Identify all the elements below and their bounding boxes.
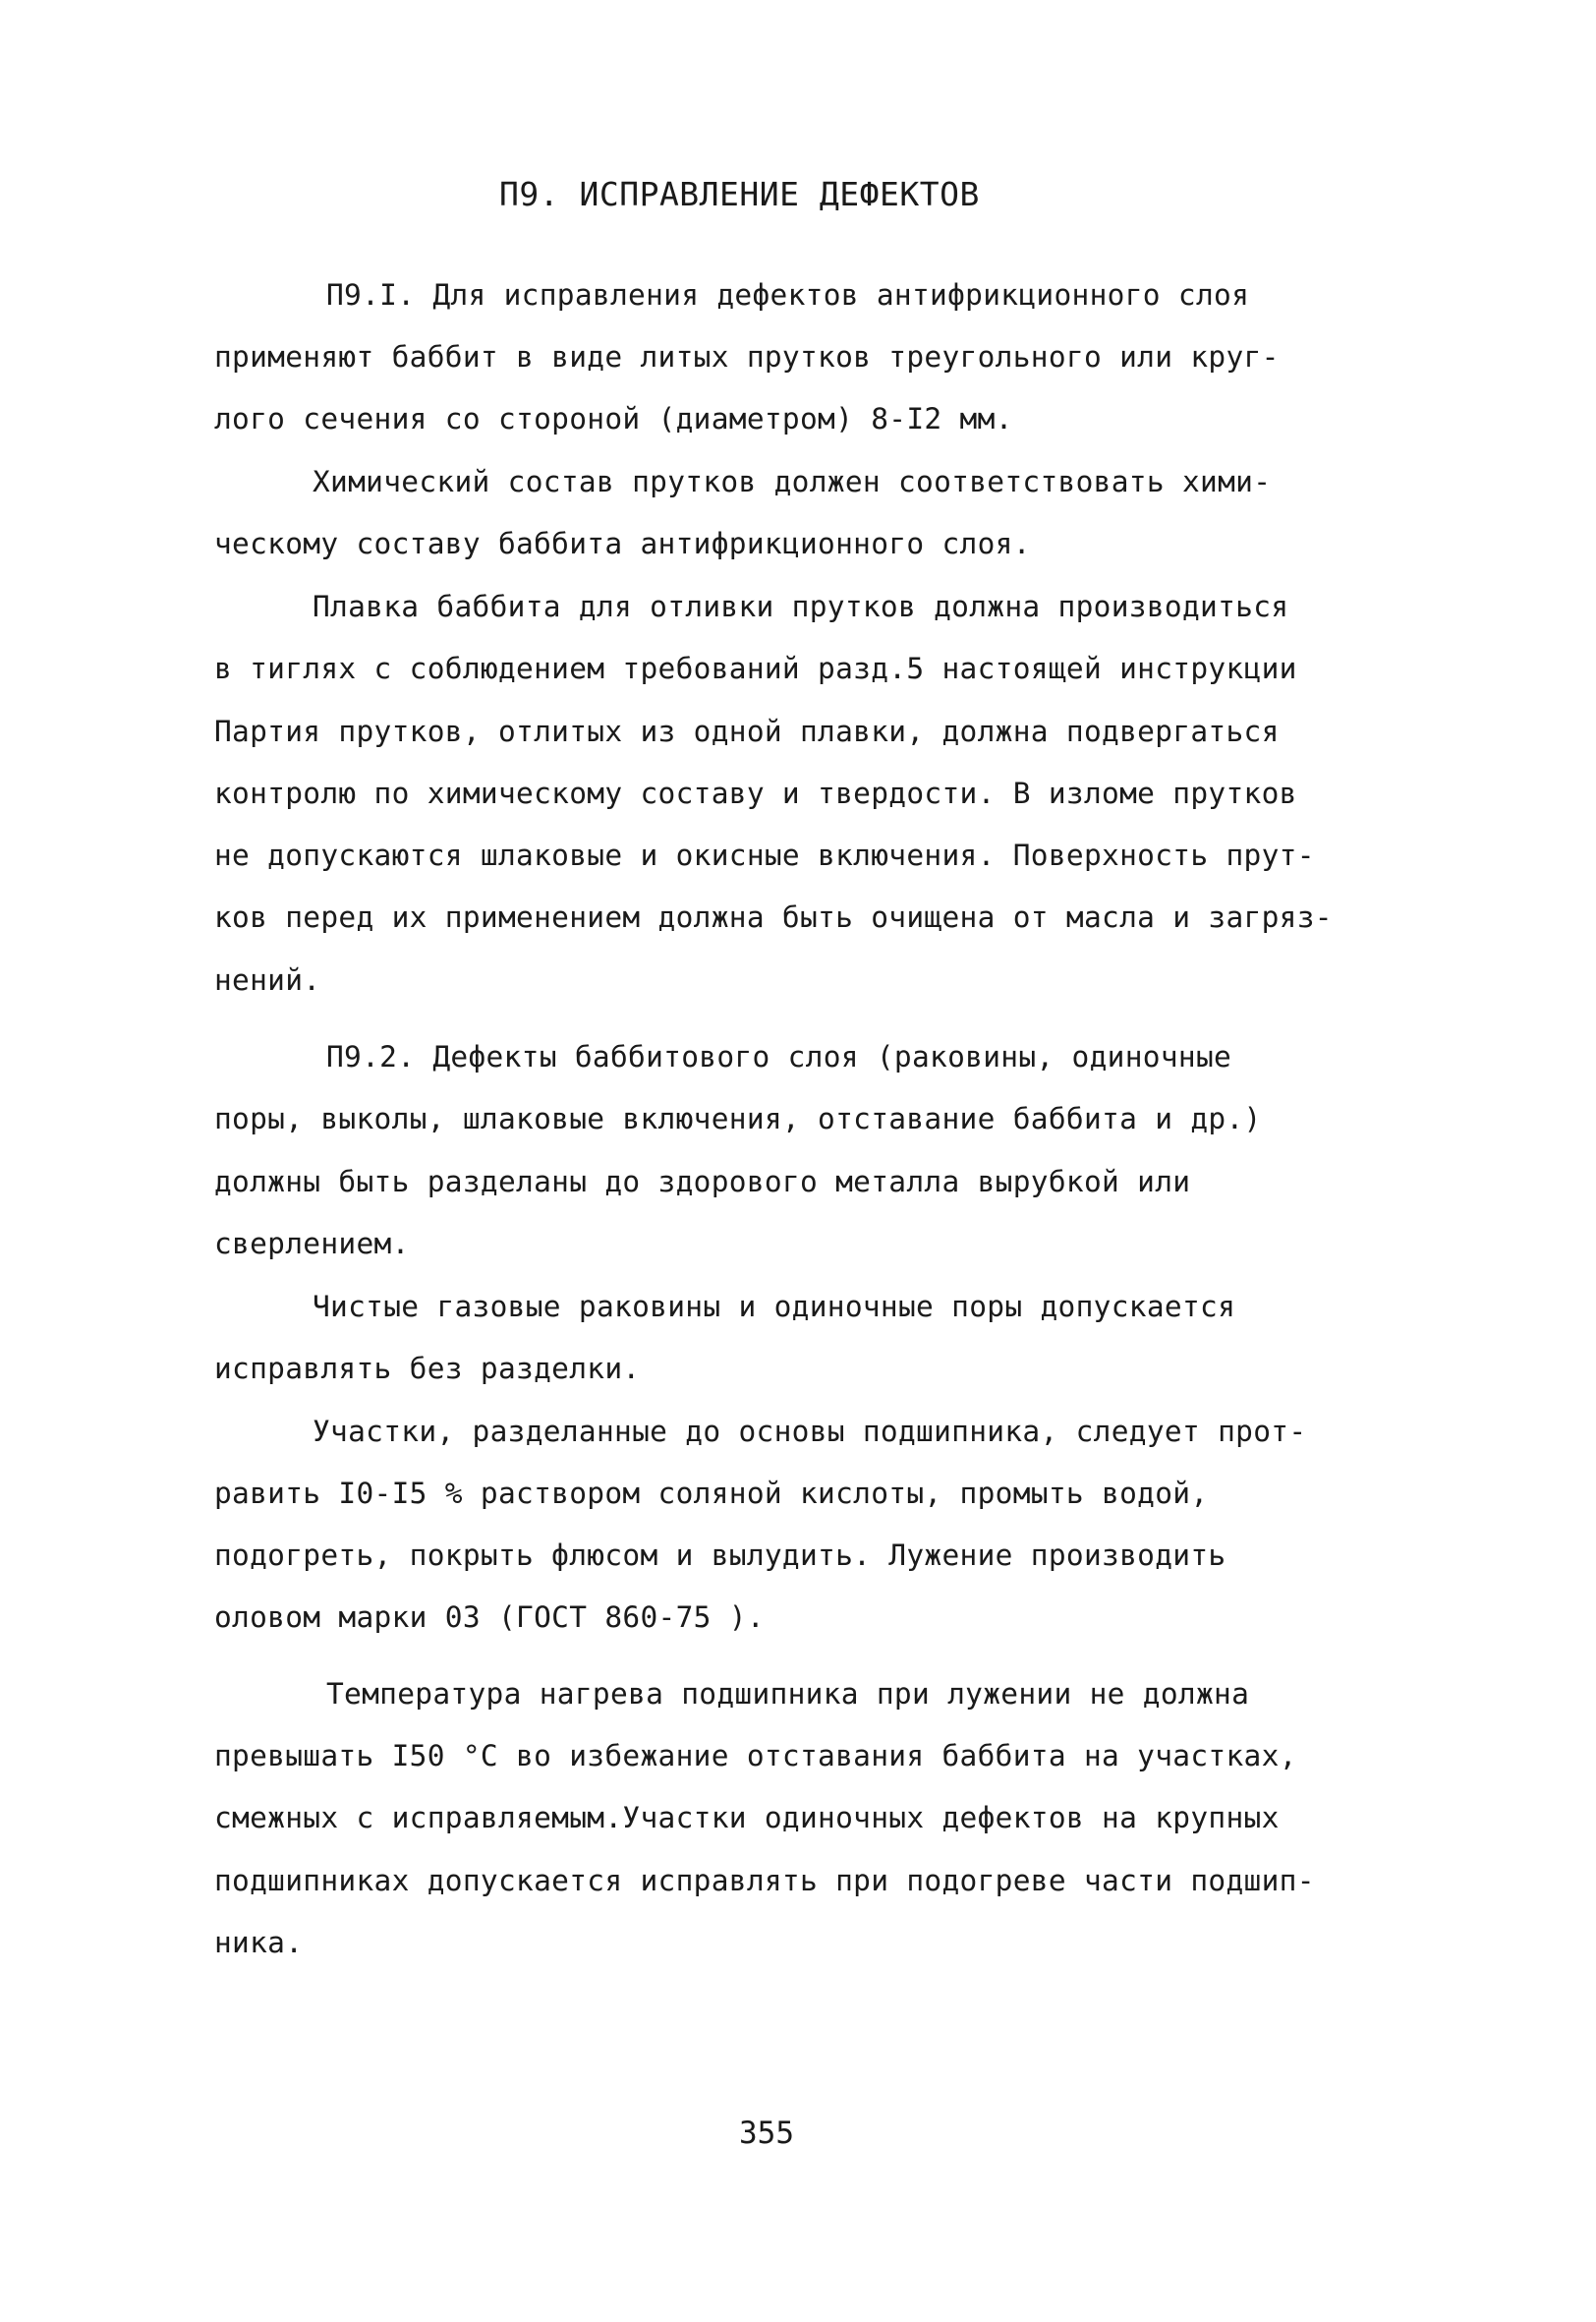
paragraph-3-line-7: нений. — [214, 963, 321, 997]
paragraph-4-line-1: П9.2. Дефекты баббитового слоя (раковины, одиночные — [326, 1040, 1232, 1074]
paragraph-6-line-4: оловом марки 03 (ГОСТ 860-75 ). — [214, 1600, 765, 1634]
section-title: П9. ИСПРАВЛЕНИЕ ДЕФЕКТОВ — [499, 175, 980, 213]
paragraph-3-line-1: Плавка баббита для отливки прутков должна производиться — [313, 590, 1289, 623]
paragraph-3-line-5: не допускаются шлаковые и окисные включения. Поверхность прут- — [214, 839, 1315, 872]
paragraph-7-line-5: ника. — [214, 1926, 304, 1959]
paragraph-5-line-2: исправлять без разделки. — [214, 1352, 641, 1385]
paragraph-3-line-4: контролю по химическому составу и твердости. В изломе прутков — [214, 777, 1297, 810]
paragraph-7-line-1: Температура нагрева подшипника при лужении не должна — [326, 1677, 1250, 1711]
paragraph-7-line-2: превышать I50 °C во избежание отставания баббита на участках, — [214, 1739, 1297, 1772]
paragraph-2-line-2: ческому составу баббита антифрикционного слоя. — [214, 527, 1031, 560]
paragraph-3-line-3: Партия прутков, отлитых из одной плавки, должна подвергаться — [214, 715, 1280, 748]
paragraph-4-line-4: сверлением. — [214, 1227, 410, 1260]
page-number: 355 — [739, 2116, 794, 2151]
paragraph-7-line-4: подшипниках допускается исправлять при подогреве части подшип- — [214, 1864, 1315, 1897]
paragraph-6-line-2: равить I0-I5 % раствором соляной кислоты, промыть водой, — [214, 1477, 1209, 1510]
paragraph-1-line-3: лого сечения со стороной (диаметром) 8-I2 мм. — [214, 402, 1013, 435]
paragraph-2-line-1: Химический состав прутков должен соответствовать хими- — [313, 465, 1272, 498]
paragraph-6-line-3: подогреть, покрыть флюсом и вылудить. Лужение производить — [214, 1538, 1226, 1572]
paragraph-3-line-6: ков перед их применением должна быть очищена от масла и загряз- — [214, 900, 1333, 934]
paragraph-5-line-1: Чистые газовые раковины и одиночные поры допускается — [313, 1290, 1236, 1323]
paragraph-3-line-2: в тиглях с соблюдением требований разд.5 настоящей инструкции — [214, 652, 1297, 685]
paragraph-1-line-1: П9.I. Для исправления дефектов антифрикционного слоя — [326, 278, 1250, 312]
paragraph-1-line-2: применяют баббит в виде литых прутков треугольного или круг- — [214, 340, 1280, 374]
paragraph-6-line-1: Участки, разделанные до основы подшипника, следует прот- — [313, 1415, 1307, 1448]
paragraph-4-line-3: должны быть разделаны до здорового металла вырубкой или — [214, 1165, 1191, 1198]
paragraph-4-line-2: поры, выколы, шлаковые включения, отставание баббита и др.) — [214, 1102, 1262, 1135]
paragraph-7-line-3: смежных с исправляемым.Участки одиночных дефектов на крупных — [214, 1801, 1280, 1834]
